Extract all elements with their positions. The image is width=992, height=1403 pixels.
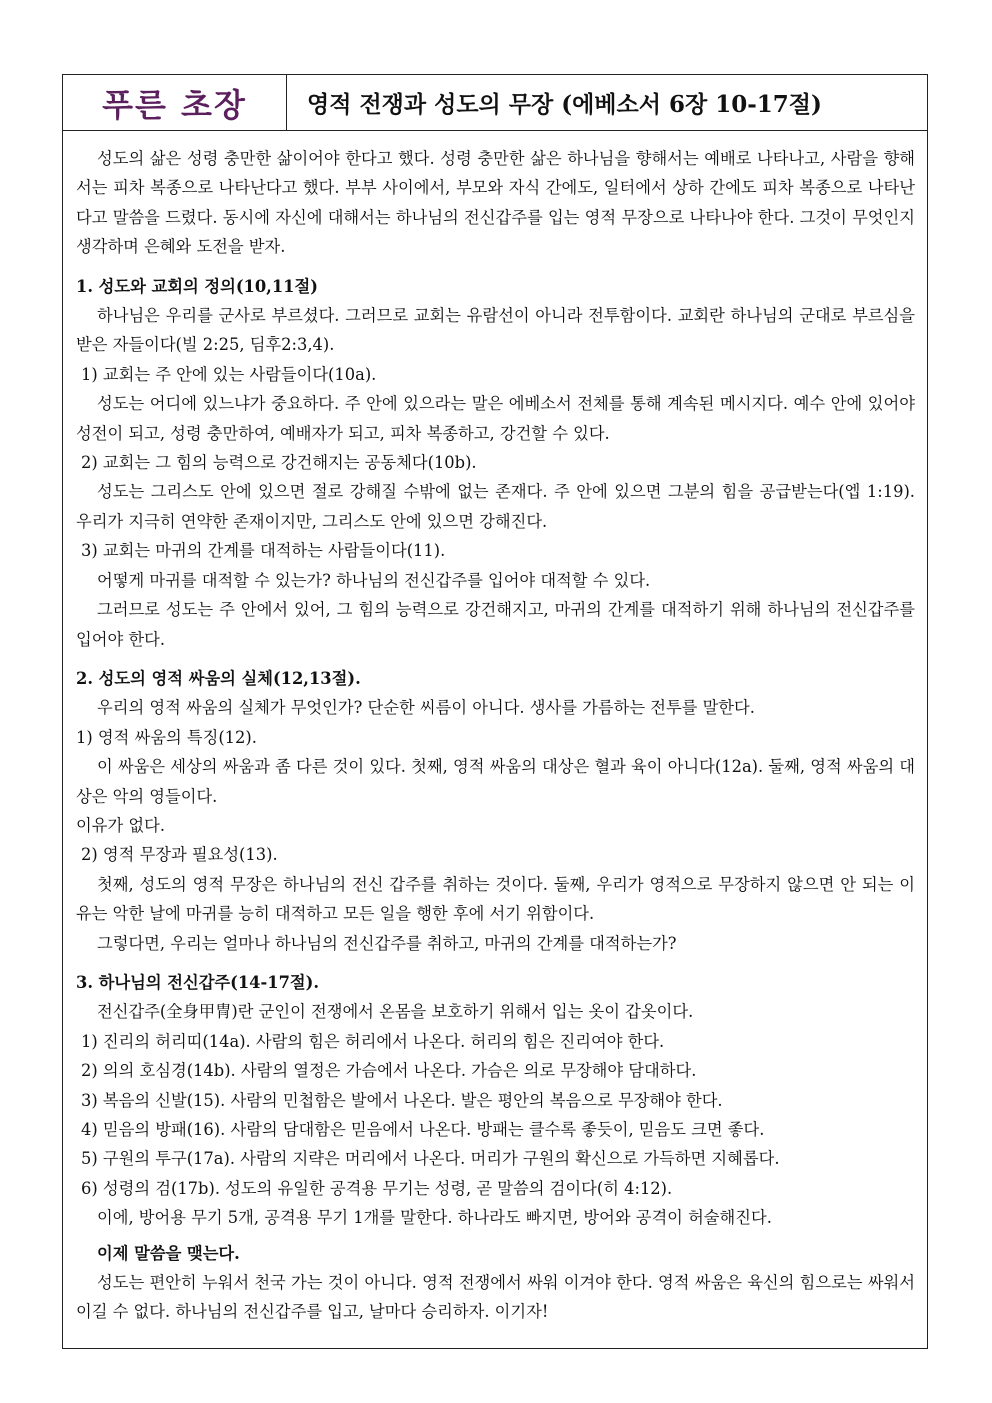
section-2-point-2-text-2: 그렇다면, 우리는 얼마나 하나님의 전신갑주를 취하고, 마귀의 간계를 대적하는가?	[97, 933, 677, 953]
document-frame	[62, 74, 928, 1349]
section-3-heading: 3. 하나님의 전신갑주(14-17절).	[76, 972, 320, 992]
section-3-paragraph: 전신갑주(全身甲冑)란 군인이 전쟁에서 온몸을 보호하기 위해서 입는 옷이 갑옷이다.	[97, 1002, 694, 1022]
section-1-point-2-text: 성도는 그리스도 안에 있으면 절로 강해질 수밖에 없는 존재다. 주 안에 있으면 그분의 힘을 공급받는다(엡 1:19). 우리가 지극히 연약한 존재이지만, 그리스도 안에 있으면 강해진다.	[76, 482, 915, 531]
armor-item: 6) 성령의 검(17b). 성도의 유일한 공격용 무기는 성령, 곧 말씀의 검이다(히 4:12).	[81, 1178, 673, 1198]
section-1-point-1-title: 1) 교회는 주 안에 있는 사람들이다(10a).	[81, 364, 377, 384]
section-2-heading: 2. 성도의 영적 싸움의 실체(12,13절).	[76, 668, 361, 688]
section-1-point-3-text: 어떻게 마귀를 대적할 수 있는가? 하나님의 전신갑주를 입어야 대적할 수 있다.	[97, 570, 651, 590]
section-2-point-2-title: 2) 영적 무장과 필요성(13).	[81, 845, 278, 865]
section-2-paragraph: 우리의 영적 싸움의 실체가 무엇인가? 단순한 씨름이 아니다. 생사를 가름하는 전투를 말한다.	[97, 698, 755, 718]
section-2-point-1-text-2: 이유가 없다.	[76, 815, 165, 835]
section-1-point-2-title: 2) 교회는 그 힘의 능력으로 강건해지는 공동체다(10b).	[81, 453, 477, 473]
section-3-closing: 이에, 방어용 무기 5개, 공격용 무기 1개를 말한다. 하나라도 빠지면, 방어와 공격이 허술해진다.	[97, 1208, 772, 1228]
sermon-title: 영적 전쟁과 성도의 무장 (에베소서 6장 10-17절)	[307, 91, 822, 118]
section-1-point-3-title: 3) 교회는 마귀의 간계를 대적하는 사람들이다(11).	[81, 541, 446, 561]
section-1-heading: 1. 성도와 교회의 정의(10,11절)	[76, 276, 318, 296]
header	[63, 75, 927, 131]
intro-paragraph: 성도의 삶은 성령 충만한 삶이어야 한다고 했다. 성령 충만한 삶은 하나님을 향해서는 예배로 나타나고, 사람을 향해서는 피차 복종으로 나타난다고 했다. 부부 사이에서, 부모와 자식 간에도, 일터에서 상하 간에도 피차 복종으로 나타난다고 말씀을 드렸다. 동시에 자신에 대해서는 하나님의 전신갑주를 입는 영적 무장으로 나타나야 한다. 그것이 무엇인지 생각하며 은혜와 도전을 받자.	[76, 149, 915, 257]
section-2-point-1-title: 1) 영적 싸움의 특징(12).	[76, 727, 257, 747]
armor-item: 3) 복음의 신발(15). 사람의 민첩함은 발에서 나온다. 발은 평안의 복음으로 무장해야 한다.	[81, 1090, 723, 1110]
section-1-point-3-text-2: 그러므로 성도는 주 안에서 있어, 그 힘의 능력으로 강건해지고, 마귀의 간계를 대적하기 위해 하나님의 전신갑주를 입어야 한다.	[76, 600, 915, 649]
section-1-paragraph: 하나님은 우리를 군사로 부르셨다. 그러므로 교회는 유람선이 아니라 전투함이다. 교회란 하나님의 군대로 부르심을 받은 자들이다(빌 2:25, 딤후2:3,4).	[76, 306, 915, 355]
armor-item: 5) 구원의 투구(17a). 사람의 지략은 머리에서 나온다. 머리가 구원의 확신으로 가득하면 지혜롭다.	[81, 1149, 780, 1169]
conclusion-heading: 이제 말씀을 맺는다.	[97, 1243, 240, 1263]
section-1-point-1-text: 성도는 어디에 있느냐가 중요하다. 주 안에 있으라는 말은 에베소서 전체를 통해 계속된 메시지다. 예수 안에 있어야 성전이 되고, 성령 충만하여, 예배자가 되고, 피차 복종하고, 강건할 수 있다.	[76, 394, 915, 443]
armor-item: 4) 믿음의 방패(16). 사람의 담대함은 믿음에서 나온다. 방패는 클수록 좋듯이, 믿음도 크면 좋다.	[81, 1120, 765, 1139]
conclusion-text: 성도는 편안히 누워서 천국 가는 것이 아니다. 영적 전쟁에서 싸워 이겨야 한다. 영적 싸움은 육신의 힘으로는 싸워서 이길 수 없다. 하나님의 전신갑주를 입고, 날마다 승리하자. 이기자!	[76, 1273, 915, 1322]
brand-title: 푸른 초장	[63, 75, 287, 130]
sermon-body	[63, 131, 927, 1327]
armor-item: 2) 의의 호심경(14b). 사람의 열정은 가슴에서 나온다. 가슴은 의로 무장해야 담대하다.	[81, 1061, 697, 1081]
section-2-point-2-text: 첫째, 성도의 영적 무장은 하나님의 전신 갑주를 취하는 것이다. 둘째, 우리가 영적으로 무장하지 않으면 안 되는 이유는 악한 날에 마귀를 능히 대적하고 모든 일을 행한 후에 서기 위함이다.	[76, 874, 915, 924]
armor-item: 1) 진리의 허리띠(14a). 사람의 힘은 허리에서 나온다. 허리의 힘은 진리여야 한다.	[81, 1031, 665, 1051]
section-2-point-1-text: 이 싸움은 세상의 싸움과 좀 다른 것이 있다. 첫째, 영적 싸움의 대상은 혈과 육이 아니다(12a). 둘째, 영적 싸움의 대상은 악의 영들이다.	[76, 757, 915, 806]
